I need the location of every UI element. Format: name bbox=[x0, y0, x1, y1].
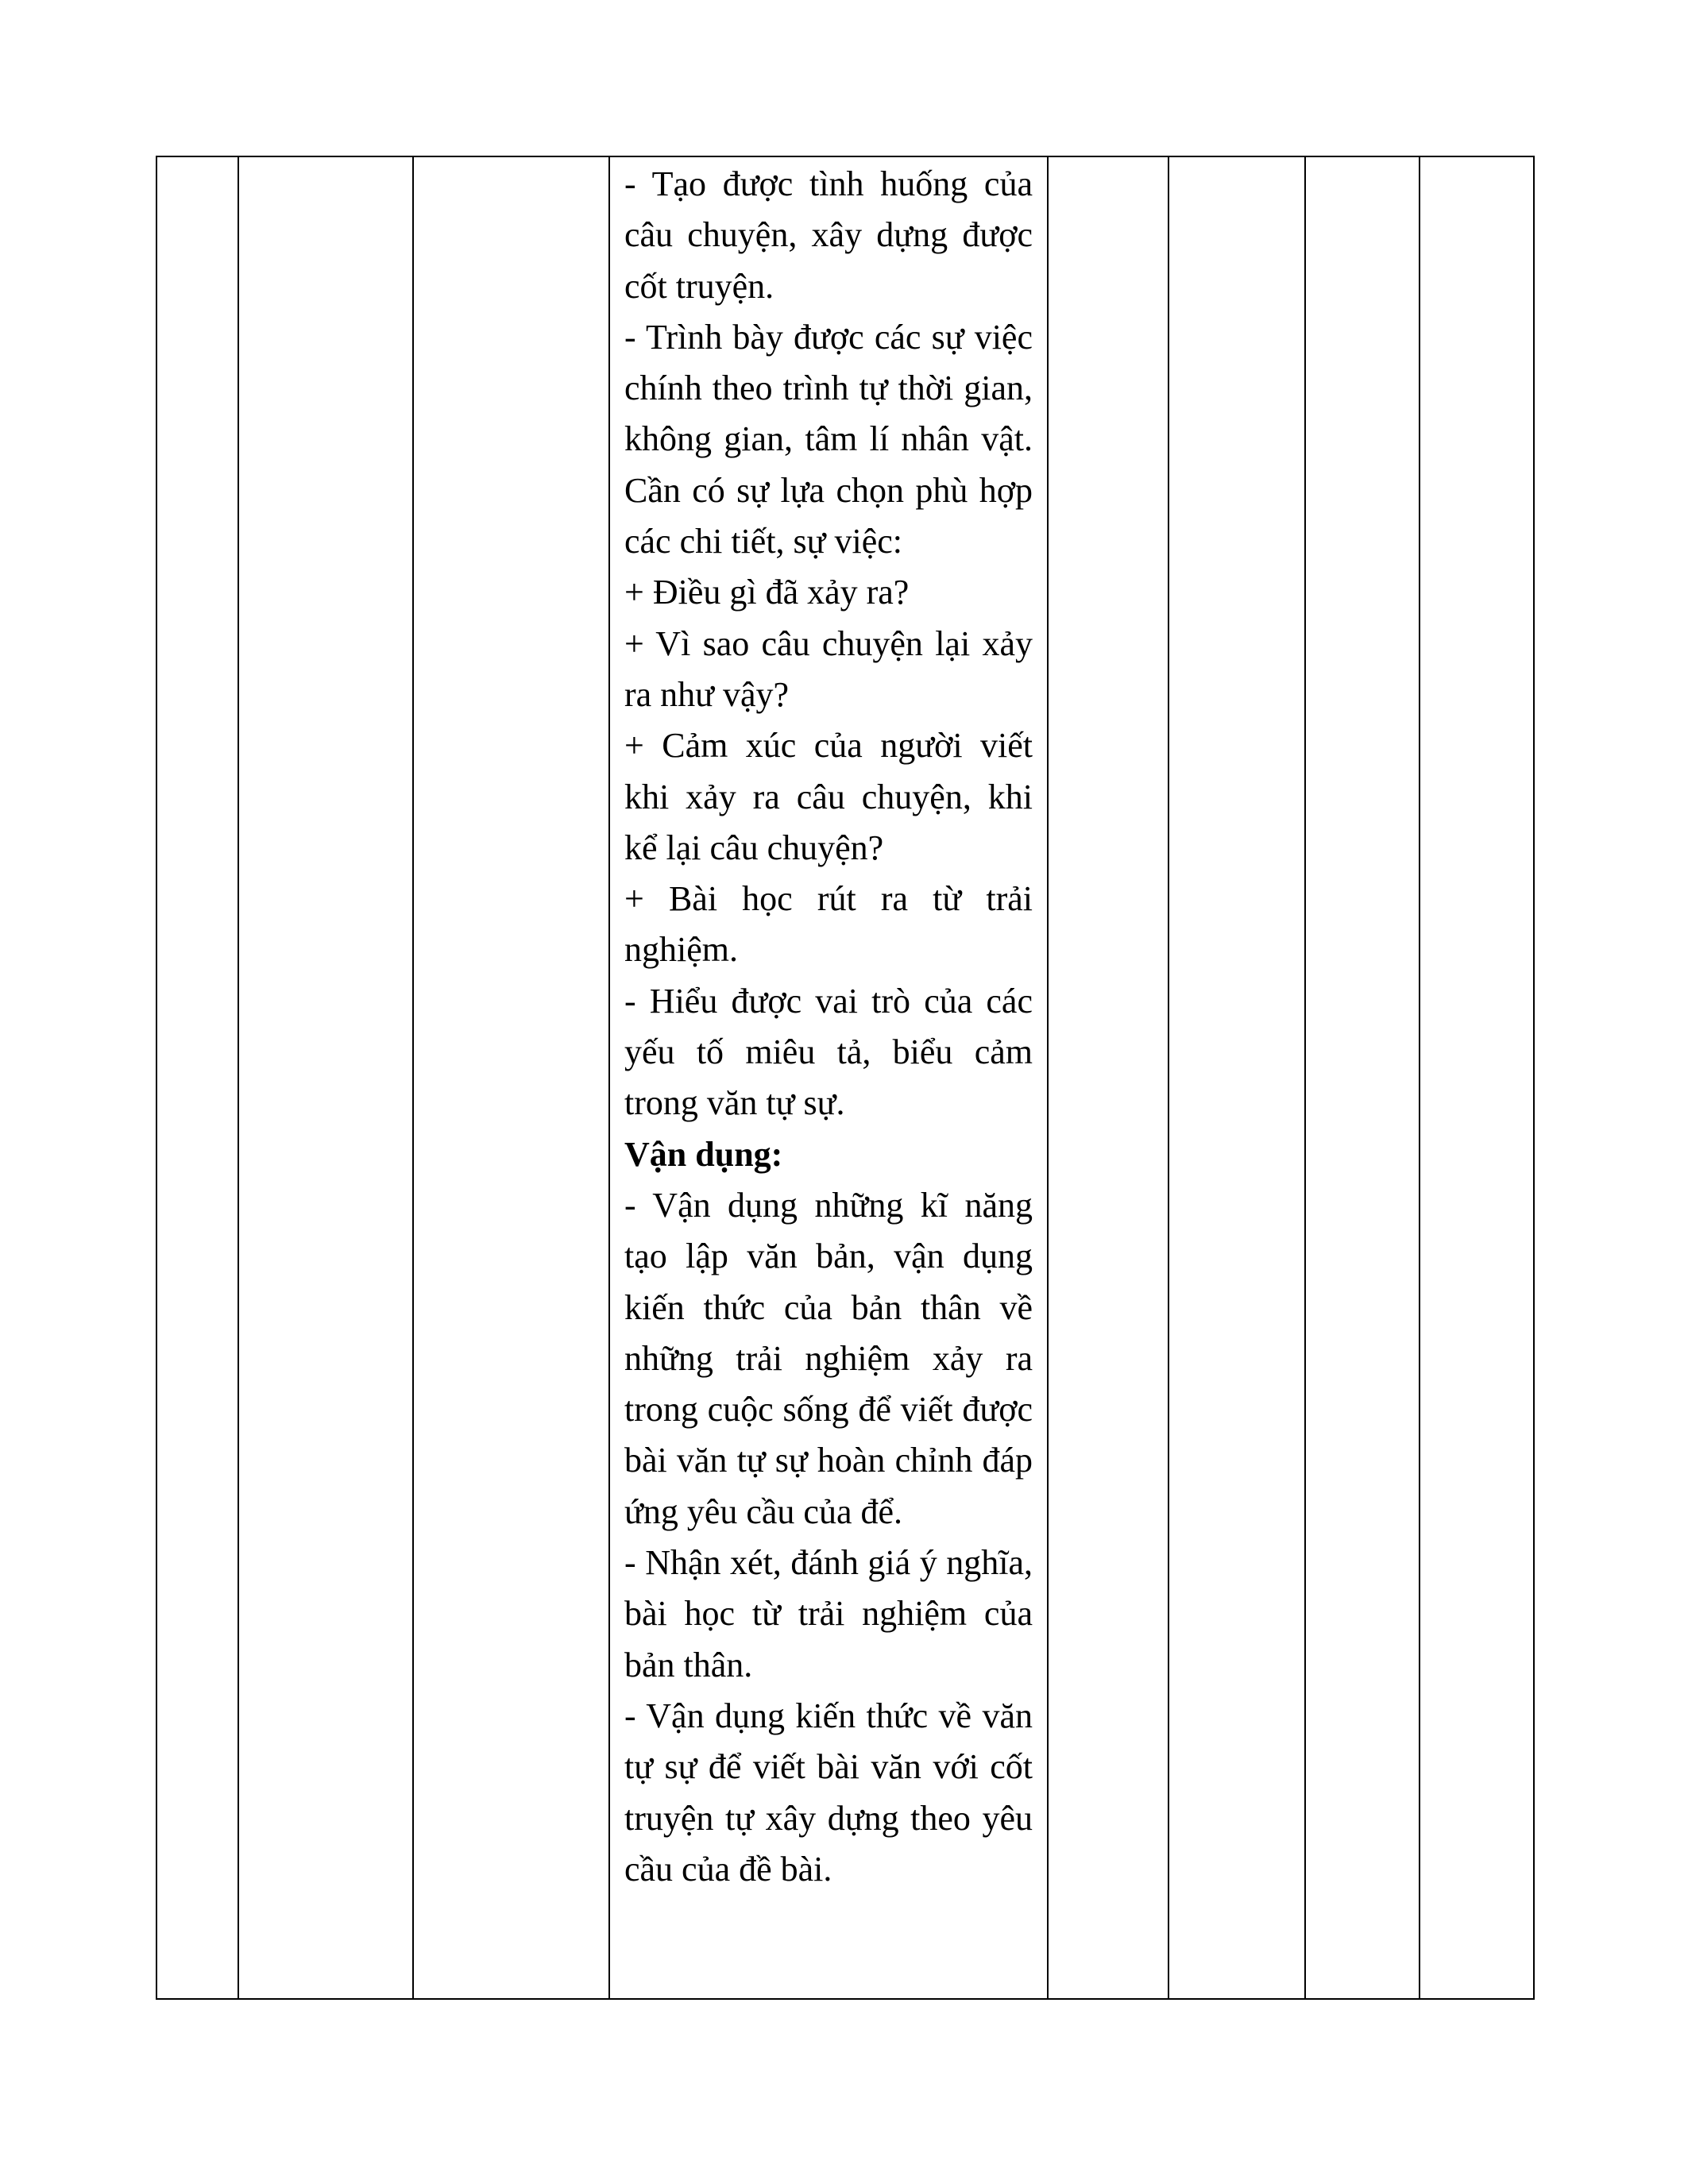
empty-cell-unit bbox=[413, 156, 609, 1999]
requirement-paragraph: - Vận dụng kiến thức về văn tự sự để viết bài văn với cốt truyện tự xây dựng theo yêu cầu của đề bài. bbox=[624, 1696, 1033, 1889]
empty-cell-comprehension bbox=[1168, 156, 1305, 1999]
requirement-paragraph: - Nhận xét, đánh giá ý nghĩa, bài học từ trải nghiệm của bản thân. bbox=[624, 1543, 1033, 1684]
empty-cell-stt bbox=[156, 156, 238, 1999]
requirement-bullet: + Điều gì đã xảy ra? bbox=[624, 573, 910, 612]
specification-table bbox=[156, 156, 1535, 2000]
requirement-paragraph: - Vận dụng những kĩ năng tạo lập văn bản, vận dụng kiến thức của bản thân về những trải nghiệm xảy ra trong cuộc sống để viết được bài văn tự sự hoàn chỉnh đáp ứng yêu cầu của để. bbox=[624, 1185, 1033, 1531]
empty-cell-skill bbox=[238, 156, 413, 1999]
requirement-bullet: + Vì sao câu chuyện lại xảy ra như vậy? bbox=[624, 623, 1033, 714]
section-heading: Vận dụng: bbox=[624, 1134, 783, 1174]
table-row bbox=[156, 156, 1534, 1999]
empty-cell-recognition bbox=[1048, 156, 1168, 1999]
requirement-text bbox=[624, 157, 1033, 1895]
requirement-bullet: + Cảm xúc của người viết khi xảy ra câu chuyện, khi kể lại câu chuyện? bbox=[624, 726, 1033, 867]
requirement-paragraph: - Trình bày được các sự việc chính theo trình tự thời gian, không gian, tâm lí nhân vật. Cần có sự lựa chọn phù hợp các chi tiết, sự việc: bbox=[624, 317, 1033, 561]
empty-cell-application bbox=[1305, 156, 1420, 1999]
requirement-cell bbox=[609, 156, 1048, 1999]
requirement-bullet: + Bài học rút ra từ trải nghiệm. bbox=[624, 879, 1033, 970]
empty-cell-high-application bbox=[1420, 156, 1534, 1999]
requirement-paragraph: - Tạo được tình huống của câu chuyện, xây dựng được cốt truyện. bbox=[624, 164, 1033, 306]
requirement-paragraph: - Hiểu được vai trò của các yếu tố miêu tả, biểu cảm trong văn tự sự. bbox=[624, 981, 1033, 1123]
